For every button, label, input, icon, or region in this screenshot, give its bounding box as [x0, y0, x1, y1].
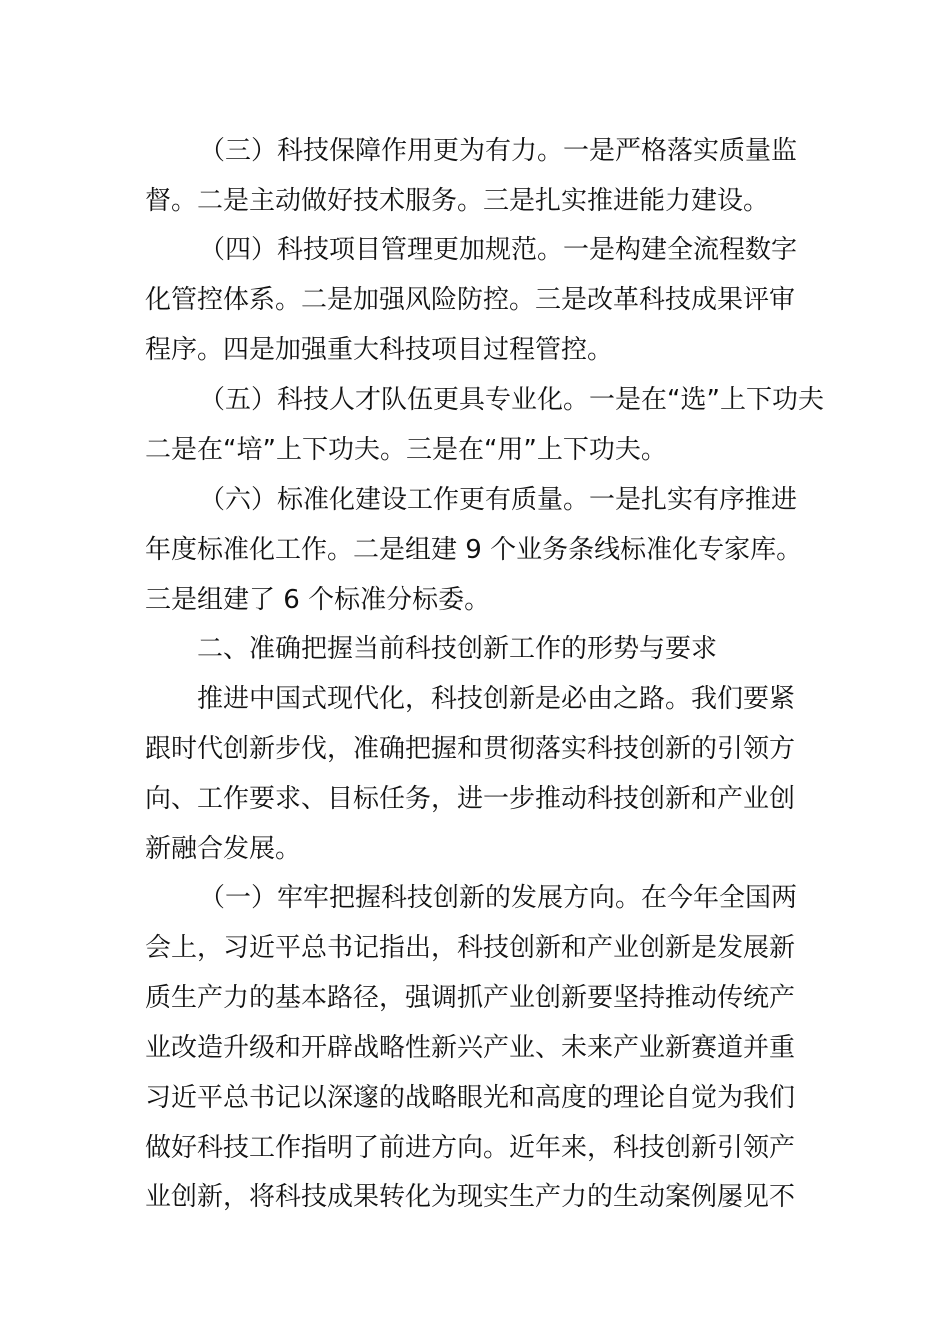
text-line: 督。二是主动做好技术服务。三是扎实推进能力建设。 — [145, 186, 770, 216]
text-line: （一）牢牢把握科技创新的发展方向。在今年全国两 — [199, 883, 798, 913]
text-line: 向、工作要求、目标任务，进一步推动科技创新和产业创 — [145, 784, 796, 814]
text-line: 程序。四是加强重大科技项目过程管控。 — [145, 335, 614, 365]
text-line: （四）科技项目管理更加规范。一是构建全流程数字 — [199, 235, 798, 265]
text-line: 三是组建了 6 个标准分标委。 — [145, 585, 491, 615]
text-line: 年度标准化工作。二是组建 9 个业务条线标准化专家库。 — [145, 535, 803, 565]
text-line: （六）标准化建设工作更有质量。一是扎实有序推进 — [199, 485, 798, 515]
text-line: 质生产力的基本路径，强调抓产业创新要坚持推动传统产 — [145, 983, 796, 1013]
text-line: （三）科技保障作用更为有力。一是严格落实质量监 — [199, 136, 798, 166]
text-line: 习近平总书记以深邃的战略眼光和高度的理论自觉为我们 — [145, 1083, 796, 1113]
section-heading: 二、准确把握当前科技创新工作的形势与要求 — [197, 634, 718, 664]
text-line: 新融合发展。 — [145, 834, 302, 864]
text-line: 二是在“培”上下功夫。三是在“用”上下功夫。 — [145, 435, 667, 465]
text-line: （五）科技人才队伍更具专业化。一是在“选”上下功夫 — [199, 385, 824, 415]
text-line: 跟时代创新步伐，准确把握和贯彻落实科技创新的引领方 — [145, 734, 796, 764]
text-line: 做好科技工作指明了前进方向。近年来，科技创新引领产 — [145, 1133, 796, 1163]
text-line: 化管控体系。二是加强风险防控。三是改革科技成果评审 — [145, 285, 796, 315]
text-line: 业创新，将科技成果转化为现实生产力的生动案例屡见不 — [145, 1182, 796, 1212]
text-line: 业改造升级和开辟战略性新兴产业、未来产业新赛道并重 — [145, 1033, 796, 1063]
text-line: 会上，习近平总书记指出，科技创新和产业创新是发展新 — [145, 933, 796, 963]
text-line: 推进中国式现代化，科技创新是必由之路。我们要紧 — [197, 684, 796, 714]
